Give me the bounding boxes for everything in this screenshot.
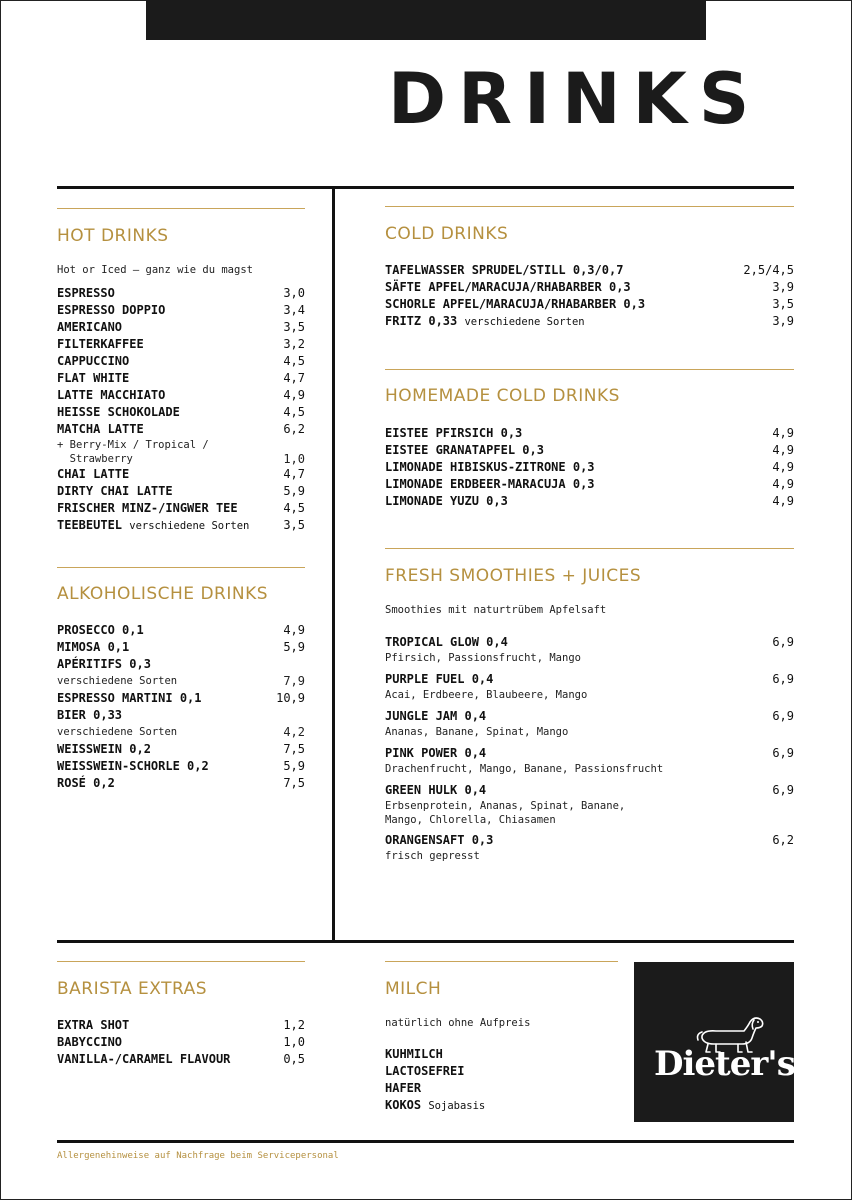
item-name: FLAT WHITE	[57, 371, 130, 385]
menu-item	[385, 671, 794, 708]
item-price: 3,2	[283, 337, 305, 351]
item-description: Acai, Erdbeere, Blaubeere, Mango	[385, 689, 588, 701]
section-title-cold-drinks: COLD DRINKS	[385, 224, 509, 244]
item-name: CAPPUCCINO	[57, 354, 130, 368]
matcha-extra	[57, 438, 305, 466]
menu-item	[57, 656, 305, 673]
hot-drinks-note: Hot or Iced – ganz wie du magst	[57, 264, 253, 276]
gold-rule	[385, 548, 794, 549]
menu-item	[57, 1051, 305, 1068]
item-price: 0,5	[283, 1052, 305, 1066]
menu-item	[385, 442, 794, 459]
item-note: verschiedene Sorten	[129, 520, 250, 532]
item-description: Pfirsich, Passionsfrucht, Mango	[385, 652, 581, 664]
section-title-barista-extras: BARISTA EXTRAS	[57, 979, 208, 999]
item-name: FRISCHER MINZ-/INGWER TEE	[57, 501, 238, 515]
menu-item	[385, 296, 794, 313]
item-price: 5,9	[283, 484, 305, 498]
menu-item	[385, 279, 794, 296]
menu-item	[385, 1063, 618, 1080]
item-price: 6,9	[772, 709, 794, 723]
item-note-row	[57, 724, 305, 741]
item-name: TROPICAL GLOW 0,4	[385, 635, 508, 649]
item-name: KOKOS	[385, 1098, 422, 1112]
section-title-hot-drinks: HOT DRINKS	[57, 226, 169, 246]
item-description: Mango, Chlorella, Chiasamen	[385, 814, 556, 826]
bottom-divider	[57, 940, 794, 943]
menu-item	[57, 517, 305, 534]
section-title-milch: MILCH	[385, 979, 442, 999]
menu-item	[57, 421, 305, 438]
menu-item	[385, 459, 794, 476]
item-description: Ananas, Banane, Spinat, Mango	[385, 726, 569, 738]
item-name: BIER 0,33	[57, 708, 123, 722]
menu-item	[57, 690, 305, 707]
item-name: KUHMILCH	[385, 1047, 443, 1061]
item-price: 5,9	[283, 640, 305, 654]
item-name: HEISSE SCHOKOLADE	[57, 405, 180, 419]
item-price: 4,9	[772, 494, 794, 508]
item-name: WEISSWEIN-SCHORLE 0,2	[57, 759, 209, 773]
item-name: FILTERKAFFEE	[57, 337, 144, 351]
menu-item	[385, 1046, 618, 1063]
alkoholische-drinks-list	[57, 622, 305, 792]
menu-item	[385, 782, 794, 832]
item-price: 6,2	[772, 833, 794, 847]
hot-drinks-list	[57, 285, 305, 534]
item-note: verschiedene Sorten	[57, 675, 178, 687]
item-price: 4,7	[283, 467, 305, 481]
item-price: 4,9	[772, 426, 794, 440]
item-price: 3,9	[772, 314, 794, 328]
item-price: 3,5	[772, 297, 794, 311]
item-price: 6,9	[772, 746, 794, 760]
gold-rule	[57, 208, 305, 209]
item-price: 3,5	[283, 518, 305, 532]
item-price: 7,9	[283, 674, 305, 688]
item-price: 6,9	[772, 783, 794, 797]
item-price: 4,5	[283, 501, 305, 515]
item-name: ESPRESSO	[57, 286, 115, 300]
item-name: SCHORLE APFEL/MARACUJA/RHABARBER 0,3	[385, 297, 646, 311]
item-price: 4,9	[772, 477, 794, 491]
item-name: TEEBEUTEL	[57, 518, 123, 532]
item-price: 3,4	[283, 303, 305, 317]
menu-item	[57, 622, 305, 639]
menu-item	[57, 758, 305, 775]
item-name: LIMONADE YUZU 0,3	[385, 494, 508, 508]
menu-item	[385, 476, 794, 493]
menu-item	[57, 404, 305, 421]
smoothies-list	[385, 634, 794, 869]
item-name: EISTEE GRANATAPFEL 0,3	[385, 443, 544, 457]
menu-item	[57, 775, 305, 792]
item-name: AMERICANO	[57, 320, 123, 334]
footer-divider	[57, 1140, 794, 1143]
menu-item	[385, 1080, 618, 1097]
menu-item	[385, 708, 794, 745]
column-divider	[332, 186, 335, 942]
menu-item	[57, 302, 305, 319]
cold-drinks-list	[385, 262, 794, 330]
logo-wordmark: Dieter's	[654, 1044, 795, 1084]
section-title-homemade-cold-drinks: HOMEMADE COLD DRINKS	[385, 386, 620, 406]
item-price: 10,9	[276, 691, 305, 705]
item-name: PURPLE FUEL 0,4	[385, 672, 494, 686]
item-name: ESPRESSO MARTINI 0,1	[57, 691, 202, 705]
item-price: 7,5	[283, 742, 305, 756]
item-description: frisch gepresst	[385, 850, 480, 862]
item-name: PROSECCO 0,1	[57, 623, 144, 637]
menu-item	[57, 466, 305, 483]
item-price: 4,5	[283, 354, 305, 368]
item-name: EXTRA SHOT	[57, 1018, 130, 1032]
item-price: 6,2	[283, 422, 305, 436]
menu-item	[57, 639, 305, 656]
menu-item	[57, 319, 305, 336]
item-note: Sojabasis	[428, 1100, 486, 1112]
item-price: 5,9	[283, 759, 305, 773]
item-name: APÉRITIFS 0,3	[57, 657, 151, 671]
item-price: 7,5	[283, 776, 305, 790]
menu-item	[57, 741, 305, 758]
homemade-cold-drinks-list	[385, 425, 794, 510]
menu-item	[385, 313, 794, 330]
item-price: 1,2	[283, 1018, 305, 1032]
item-price: 6,9	[772, 672, 794, 686]
gold-rule	[385, 369, 794, 370]
item-price: 3,5	[283, 320, 305, 334]
menu-item	[57, 336, 305, 353]
menu-item	[385, 262, 794, 279]
item-name: ESPRESSO DOPPIO	[57, 303, 166, 317]
item-price: 4,7	[283, 371, 305, 385]
page-title: DRINKS	[388, 58, 762, 140]
item-price: 6,9	[772, 635, 794, 649]
menu-item	[57, 707, 305, 724]
item-name: VANILLA-/CARAMEL FLAVOUR	[57, 1052, 231, 1066]
item-description: Erbsenprotein, Ananas, Spinat, Banane,	[385, 800, 626, 812]
item-price: 4,5	[283, 405, 305, 419]
menu-item	[385, 634, 794, 671]
menu-item	[385, 493, 794, 510]
menu-item	[385, 425, 794, 442]
item-price: 4,9	[283, 623, 305, 637]
matcha-extra-price: 1,0	[283, 452, 305, 466]
item-name: GREEN HULK 0,4	[385, 783, 487, 797]
item-name: DIRTY CHAI LATTE	[57, 484, 173, 498]
section-title-alkoholische-drinks: ALKOHOLISCHE DRINKS	[57, 584, 269, 604]
top-divider	[57, 186, 794, 189]
smoothies-note: Smoothies mit naturtrübem Apfelsaft	[385, 604, 607, 616]
menu-item	[385, 832, 794, 869]
item-name: PINK POWER 0,4	[385, 746, 487, 760]
item-name: LATTE MACCHIATO	[57, 388, 166, 402]
gold-rule	[385, 961, 618, 962]
item-price: 4,2	[283, 725, 305, 739]
item-note-row	[57, 673, 305, 690]
item-price: 3,0	[283, 286, 305, 300]
item-name: JUNGLE JAM 0,4	[385, 709, 487, 723]
section-title-fresh-smoothies-juices: FRESH SMOOTHIES + JUICES	[385, 566, 642, 586]
menu-item	[57, 285, 305, 302]
allergen-note: Allergenehinweise auf Nachfrage beim Servicepersonal	[57, 1151, 339, 1161]
menu-item	[57, 1017, 305, 1034]
item-price: 1,0	[283, 1035, 305, 1049]
matcha-extra-line-2: Strawberry	[57, 453, 133, 465]
gold-rule	[57, 567, 305, 568]
menu-item	[385, 1097, 618, 1114]
item-name: ORANGENSAFT 0,3	[385, 833, 494, 847]
menu-item	[385, 745, 794, 782]
menu-item	[57, 1034, 305, 1051]
item-name: MIMOSA 0,1	[57, 640, 130, 654]
menu-item	[57, 353, 305, 370]
item-name: ROSÉ 0,2	[57, 776, 115, 790]
menu-item	[57, 387, 305, 404]
gold-rule	[385, 206, 794, 207]
item-name: SÄFTE APFEL/MARACUJA/RHABARBER 0,3	[385, 280, 631, 294]
matcha-extra-line-1: + Berry-Mix / Tropical /	[57, 439, 209, 451]
milch-list	[385, 1046, 618, 1114]
item-name: LACTOSEFREI	[385, 1064, 465, 1078]
gold-rule	[57, 961, 305, 962]
item-name: EISTEE PFIRSICH 0,3	[385, 426, 523, 440]
barista-extras-list	[57, 1017, 305, 1068]
item-name: BABYCCINO	[57, 1035, 123, 1049]
dieters-logo	[634, 962, 794, 1122]
milch-note: natürlich ohne Aufpreis	[385, 1017, 531, 1029]
item-name: WEISSWEIN 0,2	[57, 742, 151, 756]
item-name: FRITZ 0,33	[385, 314, 458, 328]
menu-item	[57, 500, 305, 517]
item-note: verschiedene Sorten	[57, 726, 178, 738]
item-price: 3,9	[772, 280, 794, 294]
item-price: 4,9	[772, 460, 794, 474]
item-price: 2,5/4,5	[743, 263, 794, 277]
menu-item	[57, 370, 305, 387]
top-bar	[146, 0, 706, 40]
item-name: TAFELWASSER SPRUDEL/STILL 0,3/0,7	[385, 263, 624, 277]
item-name: CHAI LATTE	[57, 467, 130, 481]
item-name: LIMONADE HIBISKUS-ZITRONE 0,3	[385, 460, 595, 474]
item-note: verschiedene Sorten	[464, 316, 585, 328]
item-name: MATCHA LATTE	[57, 422, 144, 436]
item-name: LIMONADE ERDBEER-MARACUJA 0,3	[385, 477, 595, 491]
item-description: Drachenfrucht, Mango, Banane, Passionsfrucht	[385, 763, 664, 775]
menu-item	[57, 483, 305, 500]
item-price: 4,9	[283, 388, 305, 402]
item-price: 4,9	[772, 443, 794, 457]
item-name: HAFER	[385, 1081, 422, 1095]
